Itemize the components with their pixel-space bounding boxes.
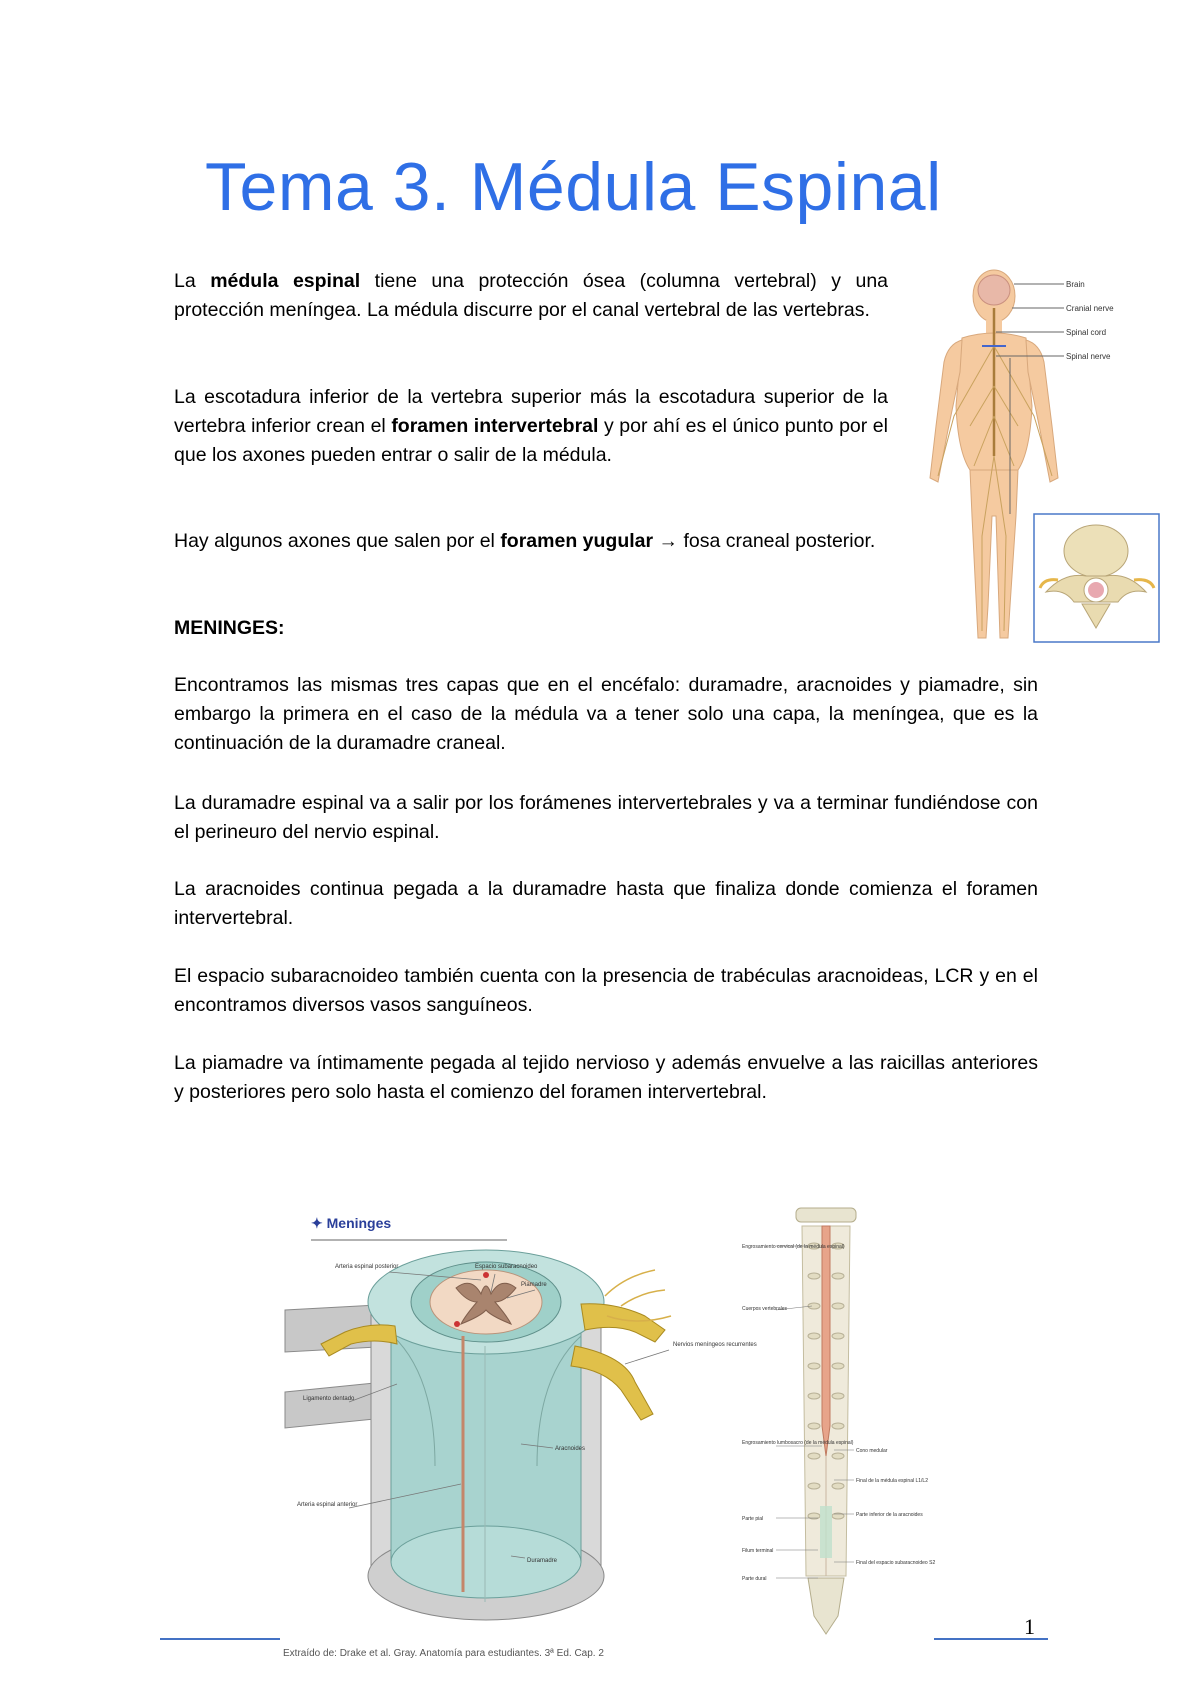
label-spinal-nerve: Spinal nerve	[1066, 352, 1111, 361]
page-title: Tema 3. Médula Espinal	[205, 149, 942, 225]
meninges-figure-heading: ✦ Meninges	[311, 1215, 392, 1231]
term-foramen-intervertebral: foramen intervertebral	[391, 415, 599, 437]
label-engrosamiento-cervical: Engrosamiento cervical (de la médula espinal)	[742, 1244, 845, 1250]
paragraph-yugular: Hay algunos axones que salen por el foramen yugular → fosa craneal posterior.	[174, 530, 876, 552]
vertebral-column	[796, 1208, 856, 1634]
vertebra-inset	[1034, 514, 1159, 642]
label-final-medula: Final de la médula espinal L1/L2	[856, 1478, 928, 1484]
label-cono-medular: Cono medular	[856, 1448, 888, 1454]
label-duramadre: Duramadre	[527, 1558, 558, 1564]
label-nervios-meningeos: Nervios meníngeos recurrentes	[673, 1342, 757, 1348]
label-filum-terminal: Filum terminal	[742, 1548, 774, 1554]
label-arteria-espinal-anterior: Arteria espinal anterior	[297, 1502, 358, 1508]
label-final-espacio-subaracnoideo: Final del espacio subaracnoideo S2	[856, 1560, 936, 1566]
label-brain: Brain	[1066, 280, 1085, 289]
label-arteria-espinal-posterior: Arteria espinal posterior	[335, 1264, 399, 1270]
label-parte-inferior-aracnoides: Parte inferior de la aracnoides	[856, 1512, 923, 1518]
label-piamadre: Piamadre	[521, 1282, 547, 1288]
term-medula-espinal: médula espinal	[210, 270, 361, 292]
figure-credit: Extraído de: Drake et al. Gray. Anatomía para estudiantes. 3ª Ed. Cap. 2	[283, 1648, 604, 1659]
section-heading-meninges: MENINGES:	[174, 617, 285, 639]
paragraph-espacio: El espacio subaracnoideo también cuenta con la presencia de trabéculas aracnoideas, LCR y en el encontramos diversos vasos sanguíneos.	[174, 965, 1038, 1016]
paragraph-duramadre: La duramadre espinal va a salir por los forámenes intervertebrales y va a terminar fundiéndose con el perineuro del nervio espinal.	[174, 792, 1038, 843]
arrow-icon: →	[653, 530, 684, 552]
label-aracnoides: Aracnoides	[555, 1446, 586, 1452]
label-cuerpos-vertebrales: Cuerpos vertebrales	[742, 1306, 788, 1312]
paragraph-aracnoides: La aracnoides continua pegada a la duramadre hasta que finaliza donde comienza el foramen intervertebral.	[174, 878, 1038, 929]
label-cranial-nerve: Cranial nerve	[1066, 304, 1114, 313]
page-number: 1	[1024, 1614, 1035, 1639]
paragraph-capas: Encontramos las mismas tres capas que en el encéfalo: duramadre, aracnoides y piamadre, sin embargo la primera en el caso de la médula va a tener solo una capa, la meníngea, que es la continuación de la duramadre craneal.	[174, 674, 1038, 754]
spinal-cord-figure	[742, 1206, 936, 1646]
meninges-figure	[285, 1206, 755, 1646]
body-label-texts	[1066, 280, 1114, 361]
paragraph-foramen: La escotadura inferior de la vertebra superior más la escotadura superior de la vertebra inferior crean el foramen intervertebral y por ahí es el único punto por el que los axones pueden entrar o salir de la médula.	[174, 386, 888, 466]
label-espacio-subaracnoideo: Espacio subaracnoideo	[475, 1264, 538, 1270]
paragraph-intro: La médula espinal tiene una protección ósea (columna vertebral) y una protección meníngea. La médula discurre por el canal vertebral de las vertebras.	[174, 270, 889, 321]
term-foramen-yugular: foramen yugular	[500, 530, 654, 552]
label-parte-pial: Parte pial	[742, 1516, 764, 1522]
nervous-system-figure	[914, 266, 1164, 666]
label-ligamento-dentado: Ligamento dentado	[303, 1396, 355, 1402]
meninges-illustration	[285, 1250, 671, 1620]
paragraph-piamadre: La piamadre va íntimamente pegada al tejido nervioso y además envuelve a las raicillas anteriores y posteriores pero solo hasta el comienzo del foramen intervertebral.	[174, 1052, 1038, 1103]
label-parte-dural: Parte dural	[742, 1576, 767, 1582]
label-engrosamiento-lumbosacro: Engrosamiento lumbosacro (de la médula espinal)	[742, 1440, 854, 1446]
label-spinal-cord: Spinal cord	[1066, 328, 1107, 337]
footer-left-rule	[160, 1638, 280, 1640]
